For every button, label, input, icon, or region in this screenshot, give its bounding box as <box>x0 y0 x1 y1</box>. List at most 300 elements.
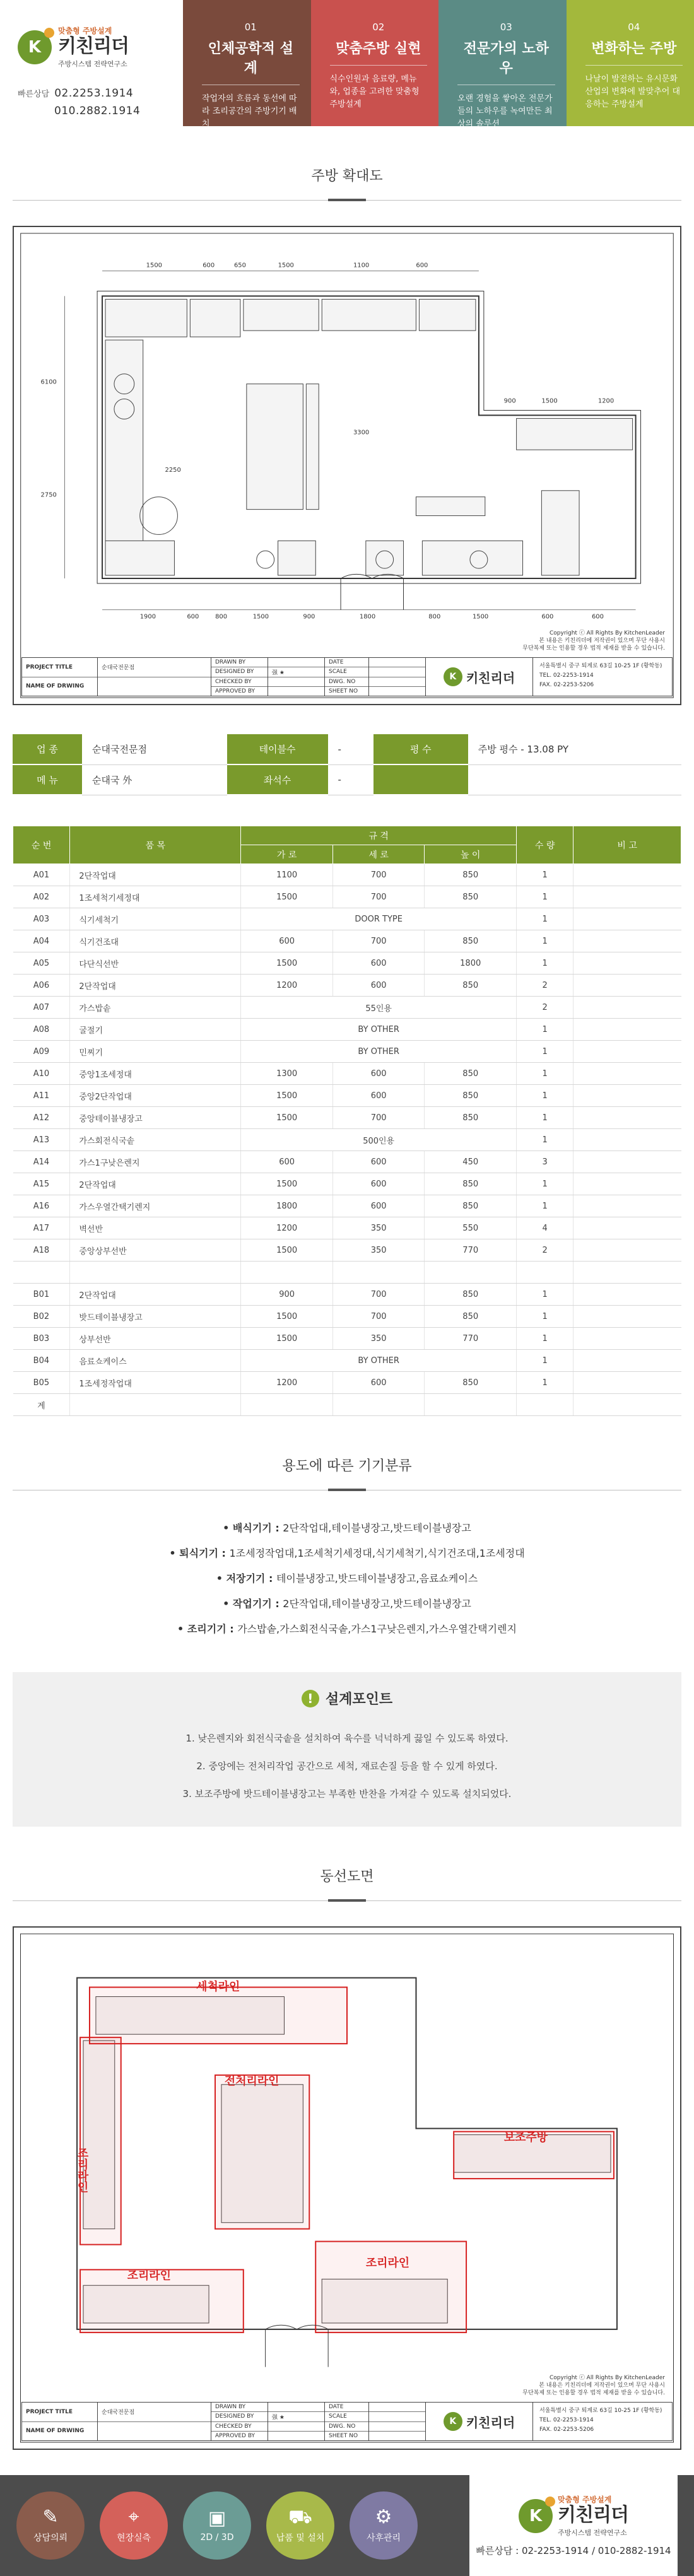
cell-no: A12 <box>13 1107 70 1129</box>
cell-name: 식기세척기 <box>70 908 241 930</box>
table-row <box>13 997 681 1019</box>
step-title: 인체공학적 설계 <box>202 38 300 85</box>
cell-name: 밧드테이블냉장고 <box>70 1306 241 1328</box>
tb-address: 서울특별시 중구 퇴계로 63길 10-25 1F (황학동) <box>539 662 666 671</box>
step-number: 02 <box>330 21 428 33</box>
cell-name <box>70 1394 241 1416</box>
copyright-line-2: 본 내용은 키친리더에 저작권이 있으며 무단 사용시 <box>522 637 665 645</box>
cell-note <box>573 1394 681 1416</box>
tb-approved-by: APPROVED BY <box>211 687 268 696</box>
copyright <box>522 629 665 652</box>
cell-height: 850 <box>425 1107 517 1129</box>
flow-plan-drawing <box>13 1926 681 2450</box>
tb-project-value: 순대국전문점 <box>98 2403 211 2422</box>
tb-checked-by: CHECKED BY <box>211 2422 268 2432</box>
copyright-line-3: 무단복제 또는 인용할 경우 법적 제재를 받을 수 있습니다. <box>522 645 665 652</box>
info-value-empty <box>468 764 681 795</box>
cell-note <box>573 1063 681 1085</box>
dim-other-4: 1500 <box>541 398 557 405</box>
cell-note <box>573 1173 681 1195</box>
cell-name: 상부선반 <box>70 1328 241 1350</box>
logo-name: 키친리더 <box>58 36 129 57</box>
dim-bottom-7: 800 <box>428 614 440 621</box>
info-label-menu: 메 뉴 <box>13 764 82 795</box>
classification-item <box>13 1541 681 1566</box>
step-desc: 작업자의 흐름과 동선에 따라 조리공간의 주방기기 배치 <box>202 93 300 131</box>
tb-designer: 强 ★ <box>268 667 324 677</box>
cell-no: A06 <box>13 975 70 997</box>
cell-note <box>573 1239 681 1262</box>
cell-spec-span: DOOR TYPE <box>241 908 517 930</box>
classification-item <box>13 1566 681 1591</box>
cell-no: B01 <box>13 1284 70 1306</box>
cell-width: 1500 <box>241 952 333 975</box>
copyright-line-3: 무단복제 또는 인용할 경우 법적 제재를 받을 수 있습니다. <box>522 2389 665 2397</box>
cell-qty: 1 <box>516 1284 573 1306</box>
footer-logo-mark-icon <box>519 2499 553 2533</box>
cell-height: 450 <box>425 1151 517 1173</box>
footer-icon-label: 사후관리 <box>367 2531 401 2544</box>
cell-name: 가스회전식국솥 <box>70 1129 241 1151</box>
cell-height: 850 <box>425 1063 517 1085</box>
cell-note <box>573 1350 681 1372</box>
zone-cook-1: 조리라인 <box>127 2268 171 2282</box>
tb-drawn-by: DRAWN BY <box>211 658 268 667</box>
cell-note <box>573 1041 681 1063</box>
dim-left-1: 6100 <box>41 379 57 386</box>
dim-bottom-9: 600 <box>541 614 553 621</box>
footer-logo-name: 키친리더 <box>558 2505 628 2526</box>
title-divider <box>13 200 681 201</box>
cell-width: 1800 <box>241 1195 333 1217</box>
tb-dwg-no: DWG. NO <box>325 2422 368 2432</box>
cell-name: 벽선반 <box>70 1217 241 1239</box>
tb-date: DATE <box>325 658 368 667</box>
cell-note <box>573 930 681 952</box>
cell-width: 1500 <box>241 1085 333 1107</box>
info-value-type: 순대국전문점 <box>82 734 227 764</box>
cell-depth: 600 <box>332 1195 425 1217</box>
zone-cook-3: 조리라인 <box>76 2147 89 2193</box>
cell-no: A01 <box>13 864 70 886</box>
tb-scale: SCALE <box>325 2412 368 2421</box>
cell-qty: 1 <box>516 1350 573 1372</box>
tb-dwg-no: DWG. NO <box>325 677 368 687</box>
cell-height: 1800 <box>425 952 517 975</box>
cell-depth: 600 <box>332 1063 425 1085</box>
cell-name: 굴절기 <box>70 1019 241 1041</box>
cell-note <box>573 864 681 886</box>
tb-drawn-by: DRAWN BY <box>211 2403 268 2412</box>
cell-height: 850 <box>425 864 517 886</box>
cell-height: 850 <box>425 1195 517 1217</box>
consult-icon: ✎ <box>42 2507 58 2527</box>
cell-height <box>425 1394 517 1416</box>
title-block <box>21 2402 673 2441</box>
cell-qty: 1 <box>516 952 573 975</box>
table-row <box>13 1129 681 1151</box>
footer-icon-label: 납품 및 설치 <box>276 2531 325 2544</box>
cell-note <box>573 1262 681 1284</box>
step-desc: 나날이 발전하는 유시문화 산업의 변화에 발맞추어 대응하는 주방설계 <box>585 73 683 111</box>
table-row <box>13 930 681 952</box>
th-depth: 세 로 <box>332 845 425 864</box>
cell-name: 식기건조대 <box>70 930 241 952</box>
th-width: 가 로 <box>241 845 333 864</box>
cell-depth: 350 <box>332 1239 425 1262</box>
footer-icon-label: 현장실측 <box>117 2531 151 2544</box>
tb-name-of-drawing: NAME OF DRWING <box>22 677 97 696</box>
cell-height: 850 <box>425 1173 517 1195</box>
table-row <box>13 1063 681 1085</box>
cell-qty: 1 <box>516 1129 573 1151</box>
dim-top-5: 1100 <box>353 262 369 269</box>
info-label-type: 업 종 <box>13 734 82 764</box>
cell-qty: 1 <box>516 1063 573 1085</box>
cell-width: 1500 <box>241 1328 333 1350</box>
cell-name: 중앙1조세정대 <box>70 1063 241 1085</box>
footer-icons <box>16 2491 418 2560</box>
cell-note <box>573 1372 681 1394</box>
colon-separator: : <box>226 1623 238 1635</box>
title-divider <box>13 1900 681 1901</box>
dim-bottom-6: 1800 <box>360 614 375 621</box>
cell-qty <box>516 1394 573 1416</box>
th-no: 순 번 <box>13 826 70 864</box>
classification-item <box>13 1591 681 1617</box>
cell-note <box>573 1195 681 1217</box>
step-desc: 식수인원과 음료량, 메뉴와, 업종을 고려한 맞춤형 주방설계 <box>330 73 428 111</box>
cell-no: A11 <box>13 1085 70 1107</box>
cell-no: A02 <box>13 886 70 908</box>
cell-depth: 600 <box>332 975 425 997</box>
logo-letter: K <box>28 38 41 57</box>
footer-brand <box>469 2475 678 2576</box>
cell-width: 1500 <box>241 1173 333 1195</box>
measure-icon: ⌖ <box>129 2507 139 2527</box>
cell-name: 2단작업대 <box>70 1173 241 1195</box>
tb-designed-by: DESIGNED BY <box>211 667 268 677</box>
copyright-line-1: Copyright ⓒ All Rights By KitchenLeader <box>522 2374 665 2382</box>
logo-sub: 주방시스템 전략연구소 <box>58 59 129 69</box>
footer-logo[interactable] <box>519 2494 628 2538</box>
cell-height: 850 <box>425 1284 517 1306</box>
cell-width: 600 <box>241 930 333 952</box>
classification-label: 조리기기 <box>187 1623 226 1635</box>
footer-icon-label: 상담의뢰 <box>33 2531 68 2544</box>
classification-items: 2단작업대,테이블냉장고,밧드테이블냉장고 <box>283 1598 471 1610</box>
cell-no: A18 <box>13 1239 70 1262</box>
th-qty: 수 량 <box>516 826 573 864</box>
cell-depth: 600 <box>332 1372 425 1394</box>
cell-depth: 600 <box>332 1085 425 1107</box>
table-row <box>13 1350 681 1372</box>
step-title: 전문가의 노하우 <box>457 38 555 85</box>
equipment-table <box>13 826 681 1416</box>
cell-height: 850 <box>425 1372 517 1394</box>
classification-label: 저장기기 <box>226 1572 266 1584</box>
dim-top-6: 600 <box>416 262 428 269</box>
tb-tel: TEL. 02-2253-1914 <box>539 2416 666 2425</box>
section-title-plan: 주방 확대도 <box>0 165 694 185</box>
tb-tel: TEL. 02-2253-1914 <box>539 671 666 681</box>
cell-name: 다단식선반 <box>70 952 241 975</box>
cell-qty: 1 <box>516 1195 573 1217</box>
cell-qty: 1 <box>516 1019 573 1041</box>
cell-qty: 4 <box>516 1217 573 1239</box>
cell-qty: 1 <box>516 864 573 886</box>
table-row <box>13 1284 681 1306</box>
dim-other-5: 1200 <box>598 398 614 405</box>
tb-scale: SCALE <box>325 667 368 677</box>
classification-items: 2단작업대,테이블냉장고,밧드테이블냉장고 <box>283 1522 471 1534</box>
table-row <box>13 1394 681 1416</box>
cell-no: A07 <box>13 997 70 1019</box>
cell-note <box>573 1129 681 1151</box>
cell-qty: 3 <box>516 1151 573 1173</box>
cell-depth: 700 <box>332 864 425 886</box>
cell-name <box>70 1262 241 1284</box>
dim-left-2: 2750 <box>41 492 57 499</box>
dim-bottom-2: 600 <box>187 614 199 621</box>
step-number: 04 <box>585 21 683 33</box>
cell-spec-span: BY OTHER <box>241 1041 517 1063</box>
cell-qty: 2 <box>516 997 573 1019</box>
tb-logo <box>426 2403 533 2440</box>
cell-qty: 1 <box>516 930 573 952</box>
cell-no: B05 <box>13 1372 70 1394</box>
cell-height: 850 <box>425 930 517 952</box>
cell-depth: 700 <box>332 886 425 908</box>
logo[interactable] <box>18 25 165 69</box>
dim-top-3: 650 <box>234 262 246 269</box>
cell-height: 850 <box>425 975 517 997</box>
th-note: 비 고 <box>573 826 681 864</box>
zone-prep: 전처리라인 <box>225 2074 279 2088</box>
cell-note <box>573 1328 681 1350</box>
table-row <box>13 1262 681 1284</box>
table-row <box>13 1019 681 1041</box>
cell-depth <box>332 1394 425 1416</box>
cell-height: 770 <box>425 1328 517 1350</box>
footer-consult-button[interactable] <box>16 2491 85 2560</box>
dim-other-2: 3300 <box>353 429 369 436</box>
cell-depth: 600 <box>332 1173 425 1195</box>
cell-name: 음료쇼케이스 <box>70 1350 241 1372</box>
step-2 <box>311 0 439 126</box>
classification-item <box>13 1516 681 1541</box>
cell-width: 1200 <box>241 975 333 997</box>
table-row <box>13 1306 681 1328</box>
cell-width <box>241 1262 333 1284</box>
equipment-table-body <box>13 864 681 1416</box>
info-label-area: 평 수 <box>373 734 468 764</box>
dim-bottom-8: 1500 <box>473 614 488 621</box>
cell-name: 가스밥솥 <box>70 997 241 1019</box>
cell-spec-span: BY OTHER <box>241 1350 517 1372</box>
cell-no: B02 <box>13 1306 70 1328</box>
table-row <box>13 1195 681 1217</box>
cell-no: 계 <box>13 1394 70 1416</box>
classification-item <box>13 1617 681 1642</box>
tb-logo-mark-icon: K <box>444 2412 462 2431</box>
colon-separator: : <box>272 1522 283 1534</box>
cell-spec-span: 55인용 <box>241 997 517 1019</box>
tb-brand-name: 키친리더 <box>466 668 515 686</box>
cell-name: 2단작업대 <box>70 864 241 886</box>
section-title-classification: 용도에 따른 기기분류 <box>0 1455 694 1475</box>
cell-no: A17 <box>13 1217 70 1239</box>
cell-name: 1조세척기세정대 <box>70 886 241 908</box>
cell-qty: 1 <box>516 1173 573 1195</box>
colon-separator: : <box>218 1547 230 1559</box>
table-row <box>13 1151 681 1173</box>
tb-checked-by: CHECKED BY <box>211 677 268 687</box>
contact-label: 빠른상담 <box>18 90 49 99</box>
cell-qty: 1 <box>516 1306 573 1328</box>
monitor-icon: ▣ <box>208 2509 226 2529</box>
cell-height: 550 <box>425 1217 517 1239</box>
cell-width: 1300 <box>241 1063 333 1085</box>
dim-bottom-5: 900 <box>303 614 315 621</box>
gear-icon: ⚙ <box>375 2507 392 2527</box>
design-points-header <box>13 1689 681 1708</box>
step-title: 맞춤주방 실현 <box>330 38 428 66</box>
cell-spec-span: 500인용 <box>241 1129 517 1151</box>
phone-2[interactable]: 010.2882.1914 <box>54 105 140 117</box>
zone-sub-kitchen: 보조주방 <box>504 2130 548 2144</box>
th-height: 높 이 <box>425 845 517 864</box>
section-title-flow: 동선도면 <box>0 1866 694 1885</box>
feature-steps <box>183 0 694 126</box>
step-3 <box>438 0 567 126</box>
cell-qty: 1 <box>516 908 573 930</box>
classification-items: 1조세정작업대,1조세척기세정대,식기세척기,식기건조대,1조세정대 <box>229 1547 524 1559</box>
copyright-line-1: Copyright ⓒ All Rights By KitchenLeader <box>522 629 665 637</box>
cell-note <box>573 1306 681 1328</box>
footer-aftercare-button[interactable] <box>350 2491 418 2560</box>
step-title: 변화하는 주방 <box>585 38 683 66</box>
cell-width: 900 <box>241 1284 333 1306</box>
cell-name: 중앙상부선반 <box>70 1239 241 1262</box>
cell-no: A14 <box>13 1151 70 1173</box>
cell-name: 가스우열간택기렌지 <box>70 1195 241 1217</box>
cell-no: A13 <box>13 1129 70 1151</box>
info-label-seats: 좌석수 <box>227 764 328 795</box>
tb-sheet-no: SHEET NO <box>325 2432 368 2440</box>
cell-no: B04 <box>13 1350 70 1372</box>
dim-bottom-10: 600 <box>592 614 604 621</box>
design-point-item: 2. 중앙에는 전처리작업 공간으로 세척, 재료손질 등을 할 수 있게 하였다. <box>13 1752 681 1780</box>
dim-top-2: 600 <box>203 262 215 269</box>
cell-no <box>13 1262 70 1284</box>
cell-width: 1500 <box>241 1306 333 1328</box>
cell-name: 중앙2단작업대 <box>70 1085 241 1107</box>
cell-spec-span: BY OTHER <box>241 1019 517 1041</box>
design-points-title: 설계포인트 <box>326 1689 392 1708</box>
dim-top-4: 1500 <box>278 262 294 269</box>
cell-width: 1500 <box>241 1239 333 1262</box>
info-label-empty <box>373 764 468 795</box>
cell-no: A08 <box>13 1019 70 1041</box>
table-row <box>13 1107 681 1129</box>
classification-list <box>13 1516 681 1642</box>
copyright-line-2: 본 내용은 키친리더에 저작권이 있으며 무단 사용시 <box>522 2382 665 2389</box>
dim-other-1: 2250 <box>165 467 181 474</box>
table-row <box>13 952 681 975</box>
table-row <box>13 1085 681 1107</box>
footer-phone[interactable]: 빠른상담 : 02-2253-1914 / 010-2882-1914 <box>476 2544 671 2557</box>
cell-width: 600 <box>241 1151 333 1173</box>
design-points-box <box>13 1672 681 1827</box>
cell-note <box>573 1085 681 1107</box>
footer-measure-button[interactable] <box>100 2491 168 2560</box>
table-row <box>13 886 681 908</box>
cell-name: 2단작업대 <box>70 1284 241 1306</box>
table-row <box>13 1041 681 1063</box>
cell-qty: 1 <box>516 886 573 908</box>
bullet-icon: • <box>177 1623 187 1635</box>
bullet-icon: • <box>169 1547 179 1559</box>
tb-address: 서울특별시 중구 퇴계로 63길 10-25 1F (황학동) <box>539 2406 666 2416</box>
cell-depth: 700 <box>332 1284 425 1306</box>
colon-separator: : <box>272 1598 283 1610</box>
cell-name: 2단작업대 <box>70 975 241 997</box>
cell-note <box>573 997 681 1019</box>
cell-depth: 700 <box>332 1306 425 1328</box>
cell-width: 1200 <box>241 1217 333 1239</box>
zone-wash: 세척라인 <box>196 1980 240 1994</box>
table-row <box>13 975 681 997</box>
zone-cook-2: 조리라인 <box>366 2256 409 2269</box>
footer-logo-tagline: 맞춤형 주방설계 <box>558 2494 628 2505</box>
colon-separator: : <box>265 1572 276 1584</box>
dim-bottom-4: 1500 <box>253 614 269 621</box>
dim-other-3: 900 <box>504 398 516 405</box>
tb-project-title: PROJECT TITLE <box>22 2403 97 2422</box>
classification-items: 가스밥솥,가스회전식국솥,가스1구낮은렌지,가스우열간택기렌지 <box>237 1623 517 1635</box>
info-value-area: 주방 평수 - 13.08 PY <box>468 734 681 764</box>
footer-logo-sub: 주방시스템 전략연구소 <box>558 2527 628 2538</box>
tb-project-value: 순대국전문점 <box>98 658 211 677</box>
cell-height: 850 <box>425 886 517 908</box>
table-row <box>13 864 681 886</box>
footer-2d3d-button[interactable] <box>183 2491 251 2560</box>
tb-name-of-drawing: NAME OF DRWING <box>22 2422 97 2441</box>
step-4 <box>567 0 694 126</box>
cell-name: 민찌기 <box>70 1041 241 1063</box>
cell-height: 850 <box>425 1306 517 1328</box>
step-1 <box>183 0 311 126</box>
phone-1[interactable]: 02.2253.1914 <box>54 87 133 100</box>
title-block <box>21 657 673 696</box>
step-number: 03 <box>457 21 555 33</box>
cell-qty: 2 <box>516 1239 573 1262</box>
tb-logo-mark-icon: K <box>444 667 462 686</box>
cell-qty: 2 <box>516 975 573 997</box>
classification-label: 퇴식기기 <box>179 1547 218 1559</box>
cell-no: A09 <box>13 1041 70 1063</box>
design-point-item: 1. 낮은렌지와 회전식국솥을 설치하여 육수를 넉넉하게 끓일 수 있도록 하였다. <box>13 1724 681 1752</box>
bullet-icon: • <box>216 1572 226 1584</box>
footer-delivery-button[interactable] <box>266 2491 334 2560</box>
cell-depth: 350 <box>332 1328 425 1350</box>
cell-name: 가스1구낮은렌지 <box>70 1151 241 1173</box>
tb-fax: FAX. 02-2253-5206 <box>539 681 666 690</box>
logo-tagline: 맞춤형 주방설계 <box>58 25 129 36</box>
footer-icon-label: 2D / 3D <box>201 2532 234 2543</box>
th-name: 품 목 <box>70 826 241 864</box>
